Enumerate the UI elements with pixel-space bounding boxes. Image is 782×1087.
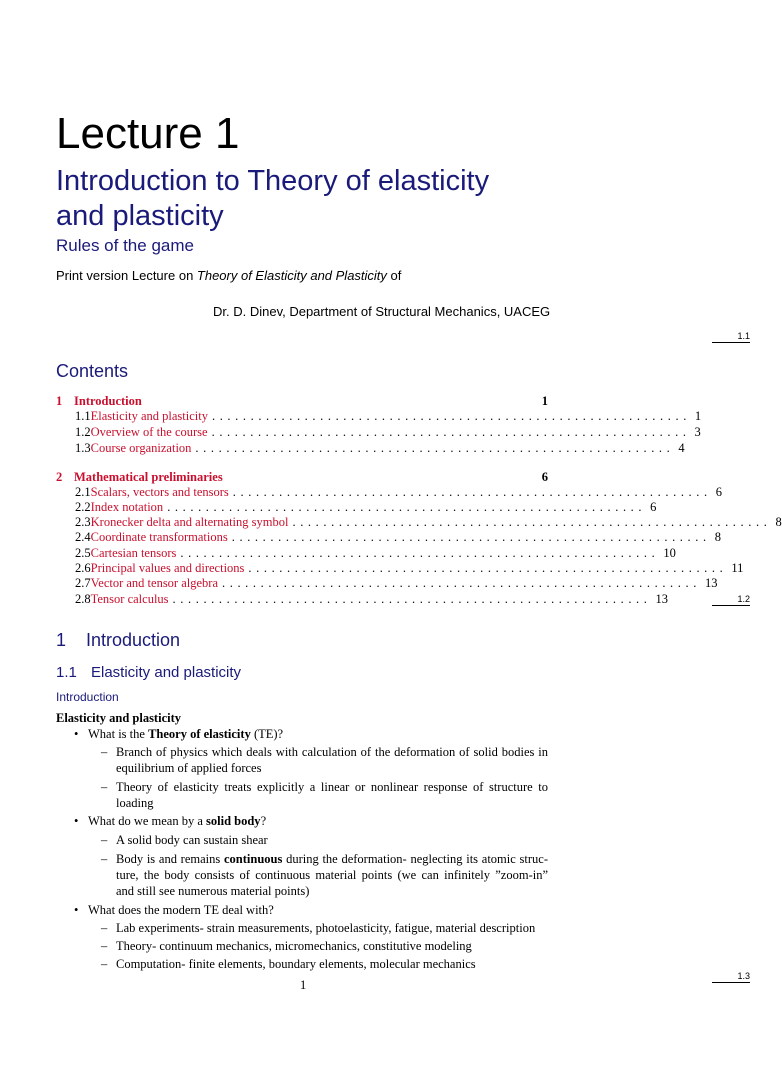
slide-separator bbox=[712, 605, 750, 606]
toc-section-number: 1 bbox=[56, 394, 63, 408]
bullet-text: What is the bbox=[88, 727, 149, 741]
toc-section[interactable] bbox=[56, 469, 548, 485]
toc-subsection[interactable] bbox=[75, 441, 685, 456]
toc-sub-title: Overview of the course bbox=[90, 425, 208, 439]
toc-sub-title: Tensor calculus bbox=[90, 592, 169, 606]
toc-leader-dots: .............................................................. bbox=[232, 485, 712, 499]
toc-section-number: 2 bbox=[56, 470, 63, 484]
block-title: Elasticity and plasticity bbox=[56, 711, 182, 725]
slide-separator bbox=[712, 342, 750, 343]
print-prefix: Print version Lecture on bbox=[56, 268, 197, 283]
page-number: 1 bbox=[300, 978, 307, 992]
toc-leader-dots: .............................................................. bbox=[231, 530, 711, 544]
toc-leader-dots: .............................................................. bbox=[180, 546, 660, 560]
section-number: 1 bbox=[56, 630, 67, 650]
dash-icon: – bbox=[101, 745, 108, 759]
slide-marker: 1.2 bbox=[737, 594, 750, 604]
toc-leader-dots: .............................................................. bbox=[211, 425, 691, 439]
toc-sub-number: 1.2 bbox=[75, 425, 91, 439]
sub-bullet-item bbox=[101, 956, 548, 972]
toc-sub-title: Elasticity and plasticity bbox=[90, 409, 208, 423]
sub-bullet-text: ture, the body consists of continuous material points (we can infinitely ”zoom-in” bbox=[116, 868, 548, 882]
toc-sub-page: 1 bbox=[694, 409, 702, 423]
dash-icon: – bbox=[101, 780, 108, 794]
subsection-heading bbox=[56, 663, 241, 682]
sub-bullet-item bbox=[101, 920, 548, 936]
print-suffix: of bbox=[386, 268, 402, 283]
sub-bullet-emphasis: continuous bbox=[223, 852, 283, 866]
subsection-number: 1.1 bbox=[56, 664, 77, 681]
toc-sub-number: 1.3 bbox=[75, 441, 91, 455]
toc-subsection[interactable] bbox=[75, 409, 702, 424]
toc-section-title: Introduction bbox=[74, 394, 142, 408]
section-title: Introduction bbox=[86, 630, 181, 650]
bullet-text: What does the modern TE deal with? bbox=[88, 903, 274, 917]
toc-subsection[interactable] bbox=[75, 561, 744, 576]
toc-leader-dots: .............................................................. bbox=[195, 441, 675, 455]
dash-icon: – bbox=[101, 833, 108, 847]
toc-section-title: Mathematical preliminaries bbox=[74, 470, 223, 484]
toc-sub-page: 6 bbox=[650, 500, 657, 514]
toc-sub-number: 2.6 bbox=[75, 561, 91, 575]
toc-section[interactable] bbox=[56, 393, 548, 409]
toc-sub-page: 8 bbox=[714, 530, 721, 544]
toc-sub-number: 1.1 bbox=[75, 409, 91, 423]
sub-bullet-item bbox=[101, 938, 548, 954]
toc-leader-dots: .............................................................. bbox=[248, 561, 728, 575]
bullet-item bbox=[74, 902, 274, 918]
toc-sub-title: Cartesian tensors bbox=[90, 546, 177, 560]
toc-sub-number: 2.4 bbox=[75, 530, 91, 544]
frame-title: Introduction bbox=[56, 690, 119, 704]
slide-marker: 1.1 bbox=[737, 331, 750, 341]
bullet-dot-icon: • bbox=[74, 814, 79, 828]
toc-sub-page: 3 bbox=[694, 425, 701, 439]
sub-bullet-text: Branch of physics which deals with calculation of the deformation of solid bodies in bbox=[116, 745, 548, 759]
bullet-text: (TE)? bbox=[250, 727, 284, 741]
subsection-title: Elasticity and plasticity bbox=[91, 664, 242, 681]
sub-bullet-text: A solid body can sustain shear bbox=[116, 833, 268, 847]
toc-sub-number: 2.7 bbox=[75, 576, 91, 590]
toc-leader-dots: .............................................................. bbox=[292, 515, 772, 529]
toc-subsection[interactable] bbox=[75, 500, 657, 515]
sub-bullet-text: and still see numerous material points) bbox=[116, 884, 310, 898]
sub-bullet-text: Lab experiments- strain measurements, photoelasticity, fatigue, material description bbox=[116, 921, 536, 935]
sub-bullet-item bbox=[101, 779, 548, 811]
lecture-subtitle-line2: and plasticity bbox=[56, 200, 224, 232]
print-course-name: Theory of Elasticity and Plasticity bbox=[196, 268, 387, 283]
toc-subsection[interactable] bbox=[75, 546, 676, 561]
toc-sub-page: 13 bbox=[655, 592, 668, 606]
toc-sub-page: 10 bbox=[663, 546, 676, 560]
toc-sub-number: 2.2 bbox=[75, 500, 91, 514]
toc-subsection[interactable] bbox=[75, 576, 718, 591]
toc-leader-dots: .............................................................. bbox=[211, 409, 691, 423]
toc-section-page: 6 bbox=[541, 470, 548, 484]
rules-of-game: Rules of the game bbox=[56, 236, 194, 255]
dash-icon: – bbox=[101, 852, 108, 866]
sub-bullet-text: Theory of elasticity treats explicitly a linear or nonlinear response of structure to bbox=[116, 780, 548, 794]
toc-sub-page: 4 bbox=[678, 441, 685, 455]
contents-heading: Contents bbox=[56, 361, 129, 381]
bullet-text: ? bbox=[260, 814, 267, 828]
bullet-emphasis: solid body bbox=[206, 814, 261, 828]
toc-leader-dots: .............................................................. bbox=[172, 592, 652, 606]
bullet-item bbox=[74, 813, 267, 829]
bullet-emphasis: Theory of elasticity bbox=[148, 727, 251, 741]
slide-marker: 1.3 bbox=[737, 971, 750, 981]
print-version-note bbox=[56, 268, 401, 284]
toc-leader-dots: .............................................................. bbox=[167, 500, 647, 514]
bullet-dot-icon: • bbox=[74, 903, 79, 917]
sub-bullet-text: equilibrium of applied forces bbox=[116, 761, 262, 775]
toc-subsection[interactable] bbox=[75, 592, 668, 607]
toc-sub-title: Principal values and directions bbox=[90, 561, 245, 575]
dash-icon: – bbox=[101, 921, 108, 935]
toc-sub-page: 6 bbox=[715, 485, 722, 499]
toc-sub-number: 2.3 bbox=[75, 515, 91, 529]
sub-bullet-text: Theory- continuum mechanics, micromechanics, constitutive modeling bbox=[116, 939, 472, 953]
toc-sub-title: Course organization bbox=[90, 441, 192, 455]
section-heading bbox=[56, 629, 180, 651]
toc-sub-number: 2.5 bbox=[75, 546, 91, 560]
toc-sub-number: 2.8 bbox=[75, 592, 91, 606]
sub-bullet-text: during the deformation- neglecting its atomic struc- bbox=[282, 852, 548, 866]
lecture-title: Lecture 1 bbox=[56, 109, 240, 158]
toc-leader-dots: .............................................................. bbox=[222, 576, 701, 590]
sub-bullet-item bbox=[101, 832, 548, 848]
toc-sub-number: 2.1 bbox=[75, 485, 91, 499]
toc-sub-page: 13 bbox=[704, 576, 718, 590]
sub-bullet-text: Body is and remains bbox=[116, 852, 224, 866]
dash-icon: – bbox=[101, 939, 108, 953]
toc-subsection[interactable] bbox=[75, 530, 721, 545]
toc-subsection[interactable] bbox=[75, 485, 722, 500]
lecture-subtitle-line1: Introduction to Theory of elasticity bbox=[56, 165, 490, 197]
toc-subsection[interactable] bbox=[75, 515, 782, 530]
toc-sub-page: 11 bbox=[731, 561, 744, 575]
sub-bullet-item bbox=[101, 851, 548, 899]
toc-section-page: 1 bbox=[541, 394, 548, 408]
sub-bullet-text: loading bbox=[116, 796, 154, 810]
sub-bullet-line bbox=[116, 851, 548, 867]
toc-sub-title: Vector and tensor algebra bbox=[90, 576, 218, 590]
toc-sub-title: Index notation bbox=[90, 500, 164, 514]
toc-sub-title: Coordinate transformations bbox=[90, 530, 228, 544]
dash-icon: – bbox=[101, 957, 108, 971]
slide-separator bbox=[712, 982, 750, 983]
author-line: Dr. D. Dinev, Department of Structural Mechanics, UACEG bbox=[213, 304, 551, 319]
bullet-item bbox=[74, 726, 284, 742]
toc-sub-title: Scalars, vectors and tensors bbox=[90, 485, 229, 499]
bullet-dot-icon: • bbox=[74, 727, 79, 741]
toc-subsection[interactable] bbox=[75, 425, 701, 440]
sub-bullet-text: Computation- finite elements, boundary elements, molecular mechanics bbox=[116, 957, 476, 971]
sub-bullet-item bbox=[101, 744, 548, 776]
toc-sub-page: 8 bbox=[775, 515, 782, 529]
toc-sub-title: Kronecker delta and alternating symbol bbox=[90, 515, 289, 529]
bullet-text: What do we mean by a bbox=[88, 814, 207, 828]
